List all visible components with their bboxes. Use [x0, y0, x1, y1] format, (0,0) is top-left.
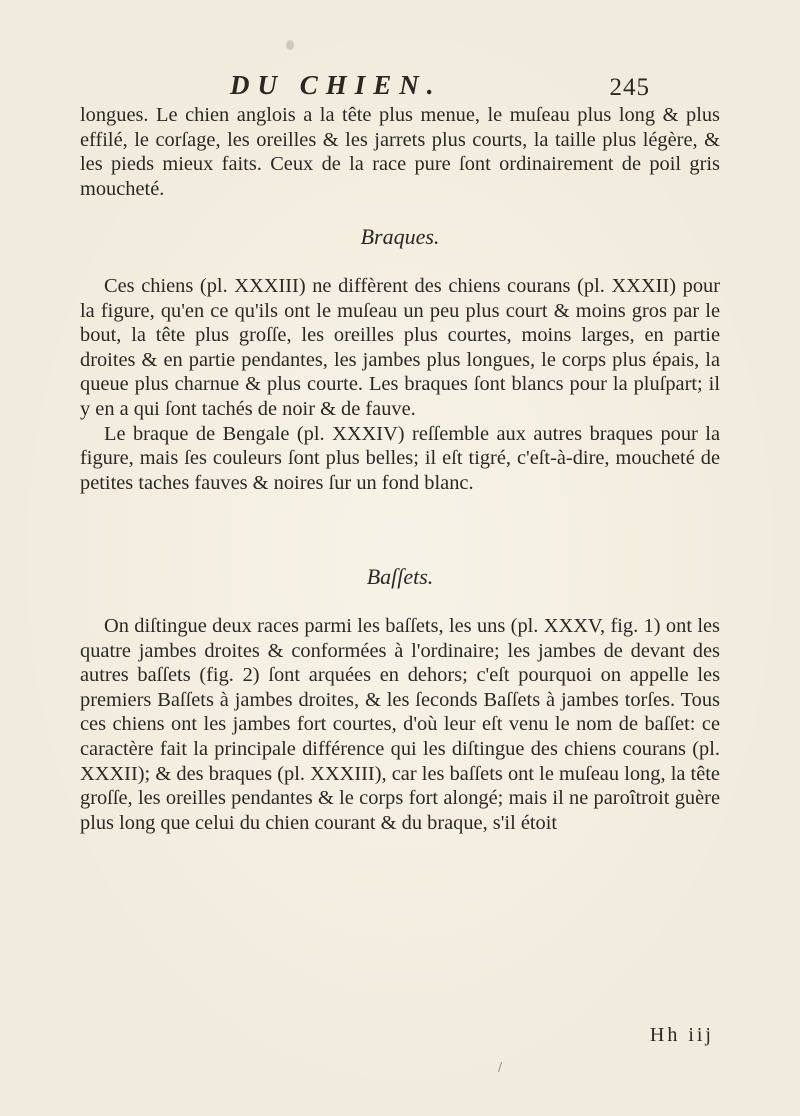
text-block-bassets: [80, 614, 720, 835]
text-block-intro: [80, 103, 720, 201]
page-number: 245: [609, 74, 650, 101]
running-title: DU CHIEN.: [230, 70, 442, 100]
ink-smudge: [286, 40, 294, 50]
tail-mark: /: [498, 1060, 503, 1074]
text-block-braques: [80, 274, 720, 495]
section-heading-bassets: Baſſets.: [366, 564, 434, 589]
paragraph-braques: Ces chiens (pl. XXXIII) ne diffèrent des chiens courans (pl. XXXII) pour la figure, qu'en ce qu'ils ont le muſeau un peu plus court & moins gros par le bout, la tête plus groſſe, les oreilles plus courtes, moins larges, en partie droites & en partie pendantes, les jambes plus longues, le corps plus épais, la queue plus charnue & plus courte. Les braques ſont blancs pour la pluſpart; il y en a qui ſont tachés de noir & de fauve.: [80, 275, 720, 420]
paragraph-continuation: longues. Le chien anglois a la tête plus menue, le muſeau plus long & plus effilé, le corſage, les oreilles & les jarrets plus courts, la taille plus légère, & les pieds mieux faits. Ceux de la race pure ſont ordinairement de poil gris moucheté.: [80, 104, 720, 200]
signature-mark: Hh iij: [649, 1024, 714, 1046]
section-heading-braques: Braques.: [360, 224, 440, 249]
paragraph-bassets: On diſtingue deux races parmi les baſſets, les uns (pl. XXXV, fig. 1) ont les quatre jambes droites & conformées à l'ordinaire; les jambes de devant des autres baſſets (fig. 2) ſont arquées en dehors; c'eſt pourquoi on appelle les premiers Baſſets à jambes droites, & les ſeconds Baſſets à jambes torſes. Tous ces chiens ont les jambes fort courtes, d'où leur eſt venu le nom de baſſet: ce caractère fait la principale différence qui les diſtingue des chiens courans (pl. XXXII); & des braques (pl. XXXIII), car les baſſets ont le muſeau long, la tête groſſe, les oreilles pendantes & le corps fort alongé; mais il ne paroîtroit guère plus long que celui du chien courant & du braque, s'il étoit: [80, 615, 720, 834]
paragraph-braque-bengale: Le braque de Bengale (pl. XXXIV) reſſemble aux autres braques pour la figure, mais ſes couleurs ſont plus belles; il eſt tigré, c'eſt-à-dire, moucheté de petites taches fauves & noires ſur un fond blanc.: [80, 422, 720, 494]
